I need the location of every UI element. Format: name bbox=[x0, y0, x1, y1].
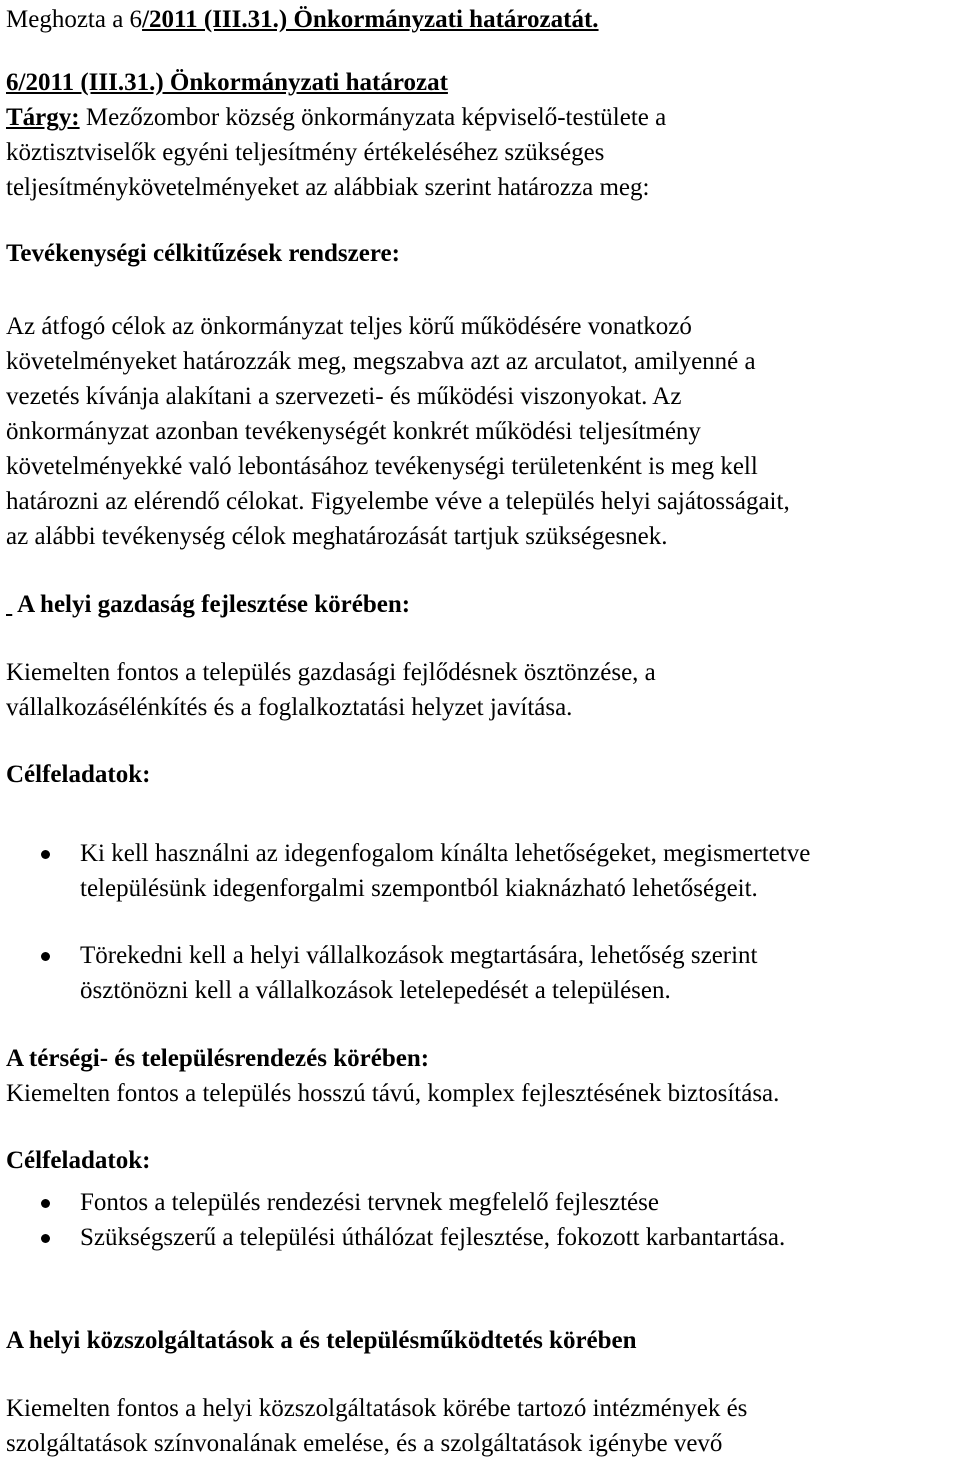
goals-line-7: az alábbi tevékenység célok meghatározását tartjuk szükségesnek. bbox=[6, 523, 668, 550]
bullet-icon bbox=[41, 1234, 50, 1243]
economy-line-1: Kiemelten fontos a település gazdasági fejlődésnek ösztönzése, a bbox=[6, 659, 656, 686]
economy-heading bbox=[6, 587, 956, 622]
goals-paragraph bbox=[6, 309, 956, 554]
economy-line-2: vállalkozásélénkítés és a foglalkoztatási helyzet javítása. bbox=[6, 694, 573, 721]
planning-task-item bbox=[6, 1220, 956, 1255]
resolution-title: 6/2011 (III.31.) Önkormányzati határozat bbox=[6, 69, 448, 96]
goals-line-3: vezetés kívánja alakítani a szervezeti- és működési viszonyokat. Az bbox=[6, 383, 682, 410]
planning-task-2: Szükségszerű a települési úthálózat fejlesztése, fokozott karbantartása. bbox=[80, 1224, 786, 1251]
economy-heading-text: A helyi gazdaság fejlesztése körében: bbox=[12, 591, 411, 618]
bullet-icon bbox=[41, 1199, 50, 1208]
economy-task-list bbox=[6, 836, 956, 1008]
planning-task-item bbox=[6, 1185, 956, 1220]
services-paragraph bbox=[6, 1391, 956, 1461]
economy-task-2-line-1: Törekedni kell a helyi vállalkozások megtartására, lehetőség szerint bbox=[80, 942, 758, 969]
goals-line-6: határozni az elérendő célokat. Figyelembe véve a település helyi sajátosságait, bbox=[6, 488, 790, 515]
economy-task-2-line-2: ösztönözni kell a vállalkozások letelepedését a településen. bbox=[80, 977, 671, 1004]
subject-text-1: Mezőzombor község önkormányzata képviselő-testülete a bbox=[79, 104, 667, 131]
subject-line-2: köztisztviselők egyéni teljesítmény értékeléséhez szükséges bbox=[6, 139, 605, 166]
header-line bbox=[6, 2, 956, 37]
bullet-icon bbox=[41, 850, 50, 859]
goals-line-2: követelményeket határozzák meg, megszabva azt az arculatot, amilyenné a bbox=[6, 348, 756, 375]
planning-task-list bbox=[6, 1185, 956, 1255]
goals-line-1: Az átfogó célok az önkormányzat teljes körű működésére vonatkozó bbox=[6, 313, 692, 340]
planning-heading: A térségi- és településrendezés körében: bbox=[6, 1045, 430, 1072]
services-heading: A helyi közszolgáltatások a és településműködtetés körében bbox=[6, 1327, 637, 1354]
subject-line-3: teljesítménykövetelményeket az alábbiak szerint határozza meg: bbox=[6, 174, 650, 201]
services-line-1: Kiemelten fontos a helyi közszolgáltatások körébe tartozó intézmények és bbox=[6, 1395, 748, 1422]
document-page bbox=[6, 2, 956, 1461]
goals-line-4: önkormányzat azonban tevékenységét konkrét működési teljesítmény bbox=[6, 418, 701, 445]
economy-task-item bbox=[6, 836, 956, 906]
planning-task-1: Fontos a település rendezési tervnek megfelelő fejlesztése bbox=[80, 1189, 659, 1216]
planning-paragraph: Kiemelten fontos a település hosszú távú, komplex fejlesztésének biztosítása. bbox=[6, 1080, 780, 1107]
economy-task-1-line-1: Ki kell használni az idegenfogalom kínálta lehetőségeket, megismertetve bbox=[80, 840, 811, 867]
tasks-label-2: Célfeladatok: bbox=[6, 1147, 151, 1174]
header-line-prefix: Meghozta a 6 bbox=[6, 6, 143, 33]
economy-task-1-line-2: településünk idegenforgalmi szempontból kiaknázható lehetőségeit. bbox=[80, 875, 758, 902]
header-line-underlined: /2011 (III.31.) Önkormányzati határozatát. bbox=[142, 6, 599, 33]
tasks-label-1: Célfeladatok: bbox=[6, 761, 151, 788]
economy-paragraph bbox=[6, 655, 956, 725]
subject-line-1 bbox=[6, 100, 956, 135]
goals-line-5: követelményekké való lebontásához tevékenységi területenként is meg kell bbox=[6, 453, 758, 480]
resolution-block bbox=[6, 65, 956, 205]
section-goals-title: Tevékenységi célkitűzések rendszere: bbox=[6, 240, 400, 267]
subject-label: Tárgy: bbox=[6, 104, 80, 131]
bullet-icon bbox=[41, 952, 50, 961]
services-line-2: szolgáltatások színvonalának emelése, és a szolgáltatások igénybe vevő bbox=[6, 1430, 723, 1457]
economy-task-item bbox=[6, 938, 956, 1008]
